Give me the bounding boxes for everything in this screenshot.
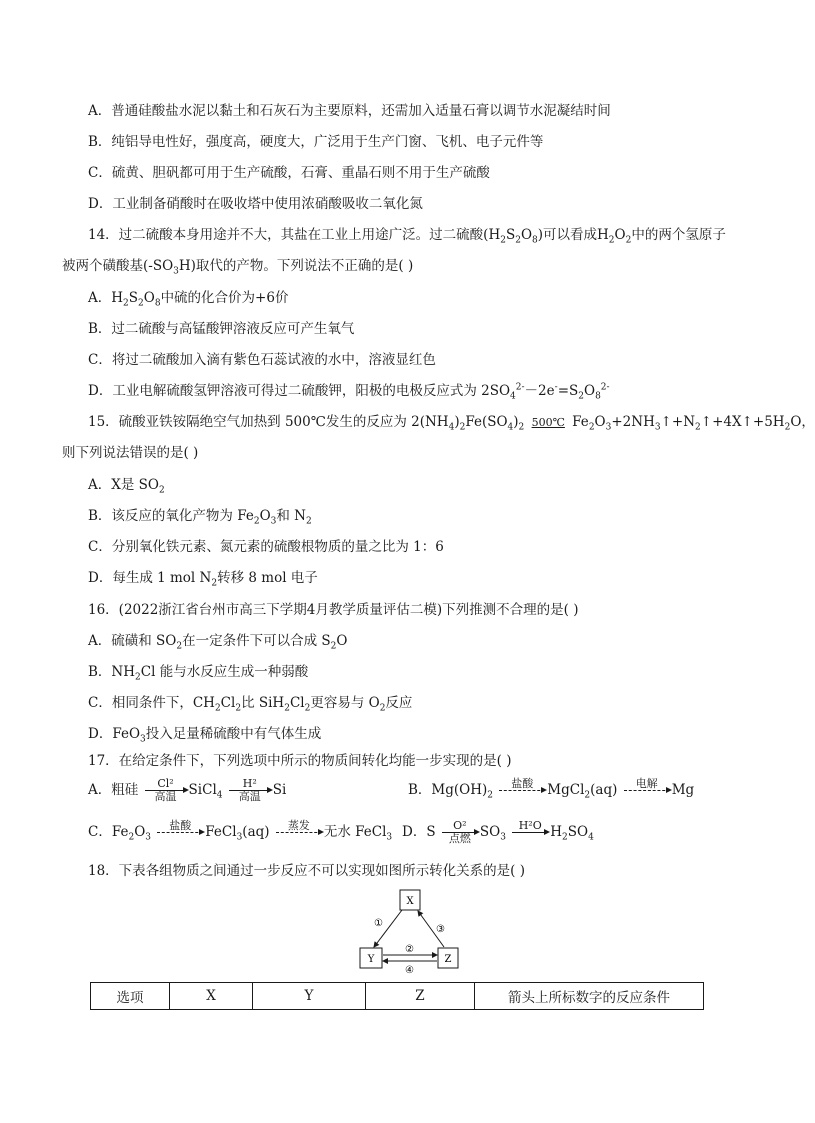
- q15-option-d: D．每生成 1 mol $N_2$转移 8 mol 电子: [88, 570, 318, 589]
- q18-stem: 18．下表各组物质之间通过一步反应不可以实现如图所示转化关系的是( ): [88, 863, 526, 879]
- reaction-arrow: O² 点燃: [442, 820, 478, 845]
- label-z: Z: [444, 954, 452, 965]
- col-header-x: X: [170, 983, 253, 1010]
- q13-option-a: A．普通硅酸盐水泥以黏土和石灰石为主要原料，还需加入适量石膏以调节水泥凝结时间: [88, 103, 611, 119]
- q13-option-d: D．工业制备硝酸时在吸收塔中使用浓硝酸吸收二氧化氮: [88, 196, 423, 212]
- q15-option-c: C．分别氧化铁元素、氮元素的硫酸根物质的量之比为 1：6: [88, 539, 444, 555]
- q17-option-a: A．粗硅 Cl² 高温 SiCl$_4$ H² 高温 Si: [88, 777, 287, 803]
- q14-option-a: A．$H_2S_2O_8$中硫的化合价为+6价: [88, 290, 289, 309]
- reaction-arrow: 盐酸: [499, 778, 545, 803]
- col-header-y: Y: [253, 983, 366, 1010]
- reaction-condition: 500℃: [531, 415, 565, 429]
- q18-options-table: [90, 982, 704, 1010]
- q13-option-b: B．纯铝导电性好，强度高，硬度大，广泛用于生产门窗、飞机、电子元件等: [88, 134, 544, 150]
- label-x: X: [406, 896, 414, 907]
- q16-option-a: A．硫磺和 $SO_2$在一定条件下可以合成 $S_2O$: [88, 633, 348, 652]
- reaction-arrow: Cl² 高温: [145, 778, 187, 803]
- q17-option-c: C．$Fe_2O_3$ 盐酸 FeCl$_3$(aq) 蒸发 无水 FeCl$_3$: [88, 820, 392, 845]
- reaction-arrow: H²O: [512, 820, 548, 845]
- q16-stem: 16．(2022浙江省台州市高三下学期4月教学质量评估二模)下列推测不合理的是( ): [88, 602, 579, 618]
- reaction-arrow: H² 高温: [229, 778, 271, 803]
- col-header-z: Z: [366, 983, 475, 1010]
- q17-option-d: D．S O² 点燃 $SO_3$ H²O $H_2SO_4$: [402, 819, 594, 845]
- label-n4: ④: [405, 965, 414, 976]
- q14-option-c: C．将过二硫酸加入滴有紫色石蕊试液的水中，溶液显红色: [88, 352, 436, 368]
- reaction-arrow: 盐酸: [157, 820, 203, 845]
- q14-option-b: B．过二硫酸与高锰酸钾溶液反应可产生氧气: [88, 321, 355, 337]
- q15-option-b: B．该反应的氧化产物为 $Fe_2O_3$和 $N_2$: [88, 508, 312, 527]
- q14-option-d: D．工业电解硫酸氢钾溶液可得过二硫酸钾，阳极的电极反应式为 $2SO_4^{2-}-2e^-=S_2O_8^{2-}$: [88, 382, 610, 402]
- label-n3: ③: [436, 924, 445, 935]
- q15-stem-line2: 则下列说法错误的是( ): [62, 445, 199, 461]
- q13-option-c: C．硫黄、胆矾都可用于生产硫酸，石膏、重晶石则不用于生产硫酸: [88, 165, 490, 181]
- xyz-transformation-diagram: [350, 884, 470, 980]
- reaction-arrow: 电解: [624, 778, 670, 803]
- q16-option-d: D．FeO$_3$投入足量稀硫酸中有气体生成: [88, 726, 322, 745]
- label-y: Y: [367, 954, 375, 965]
- col-header-condition: 箭头上所标数字的反应条件: [475, 983, 704, 1010]
- table-header-row: [91, 983, 704, 1010]
- q15-stem-line1: 15．硫酸亚铁铵隔绝空气加热到 500℃发生的反应为 $2(NH_4)_2Fe(SO_4)_2$ 500℃ $Fe_2O_3+2NH_3↑+N_2↑+4X↑+5H_2O$，: [88, 414, 815, 433]
- q14-stem-line1: 14．过二硫酸本身用途并不大，其盐在工业上用途广泛。过二硫酸$(H_2S_2O_8)$可以看成$H_2O_2$中的两个氢原子: [88, 227, 726, 246]
- q16-option-c: C．相同条件下，$CH_2Cl_2$比 $SiH_2Cl_2$更容易与 $O_2$反应: [88, 695, 413, 714]
- reaction-arrow: 蒸发: [276, 820, 322, 845]
- q16-option-b: B．$NH_2Cl$ 能与水反应生成一种弱酸: [88, 664, 309, 683]
- col-header-option: 选项: [91, 983, 170, 1010]
- label-n1: ①: [374, 918, 383, 929]
- q15-option-a: A．X是 $SO_2$: [88, 477, 165, 496]
- q17-option-b: B．$Mg(OH)_2$ 盐酸 MgCl$_2$(aq) 电解 Mg: [408, 778, 694, 803]
- label-n2: ②: [405, 944, 414, 955]
- q14-stem-line2: 被两个磺酸基$(-SO_3H)$取代的产物。下列说法不正确的是( ): [62, 258, 414, 277]
- q17-stem: 17．在给定条件下，下列选项中所示的物质间转化均能一步实现的是( ): [88, 753, 512, 769]
